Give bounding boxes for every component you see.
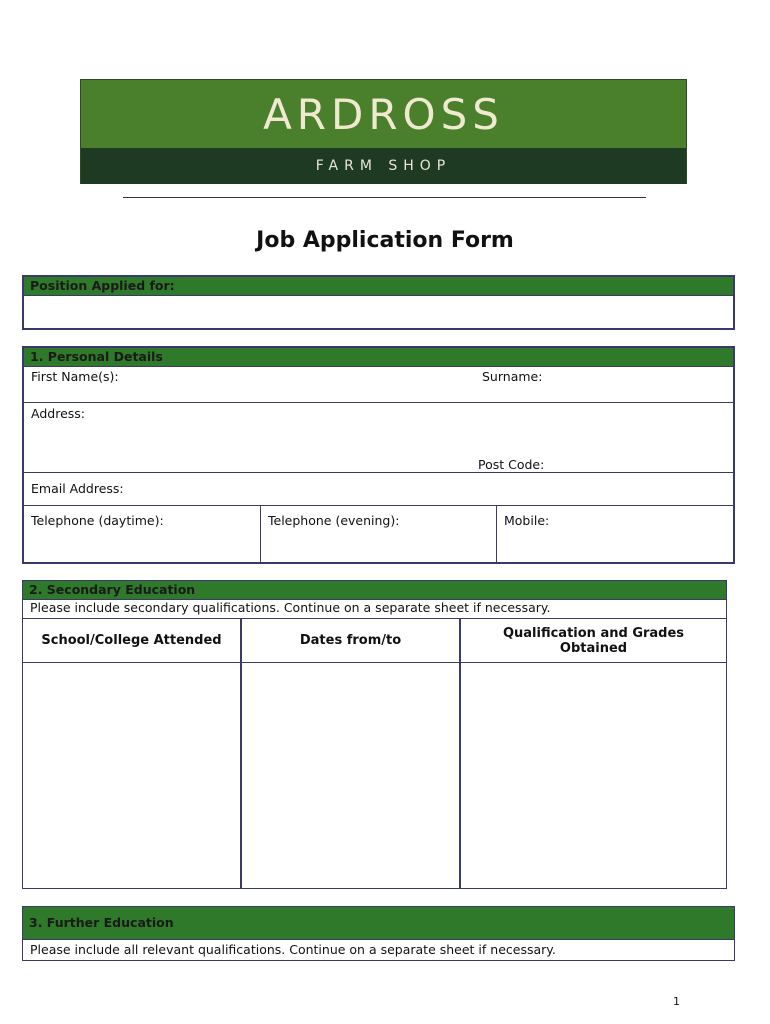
further-education-section — [22, 906, 735, 961]
further-education-header: 3. Further Education — [23, 907, 734, 940]
secondary-education-header: 2. Secondary Education — [23, 581, 726, 600]
address-label: Address: — [31, 406, 85, 421]
personal-details-section — [22, 346, 735, 564]
position-section — [22, 275, 735, 330]
secondary-note: Please include secondary qualifications. Continue on a separate sheet if necessary. — [30, 600, 551, 615]
secondary-table — [23, 618, 726, 888]
page-title: Job Application Form — [256, 228, 514, 253]
surname-label: Surname: — [482, 369, 543, 384]
post-code-label: Post Code: — [478, 457, 545, 472]
position-label: Position Applied for: — [24, 277, 733, 296]
logo-name: ARDROSS — [263, 89, 504, 139]
logo-tagline: FARM SHOP — [315, 158, 452, 174]
name-row[interactable] — [24, 366, 733, 403]
personal-details-header: 1. Personal Details — [24, 348, 733, 367]
header-divider — [123, 197, 646, 198]
position-input[interactable] — [24, 295, 733, 328]
further-note: Please include all relevant qualifications. Continue on a separate sheet if necessary. — [30, 942, 556, 957]
dates-entry-cell[interactable] — [242, 663, 461, 889]
tel-daytime-label: Telephone (daytime): — [31, 513, 164, 528]
mobile-cell[interactable] — [497, 506, 733, 562]
tel-evening-label: Telephone (evening): — [268, 513, 400, 528]
ardross-logo — [80, 79, 687, 184]
col-school-header: School/College Attended — [23, 619, 242, 663]
secondary-education-section — [22, 580, 727, 889]
logo-tagline-band — [81, 148, 686, 184]
school-entry-cell[interactable] — [23, 663, 242, 889]
tel-daytime-cell[interactable] — [24, 506, 261, 562]
qualification-entry-cell[interactable] — [461, 663, 726, 889]
page-number: 1 — [673, 995, 680, 1008]
logo-name-band — [81, 80, 686, 148]
email-row[interactable] — [24, 473, 733, 506]
address-row[interactable] — [24, 403, 733, 473]
tel-evening-cell[interactable] — [261, 506, 497, 562]
first-name-label: First Name(s): — [31, 369, 119, 384]
col-qualification-header: Qualification and Grades Obtained — [461, 619, 726, 663]
col-dates-header: Dates from/to — [242, 619, 461, 663]
email-label: Email Address: — [31, 481, 124, 496]
mobile-label: Mobile: — [504, 513, 550, 528]
